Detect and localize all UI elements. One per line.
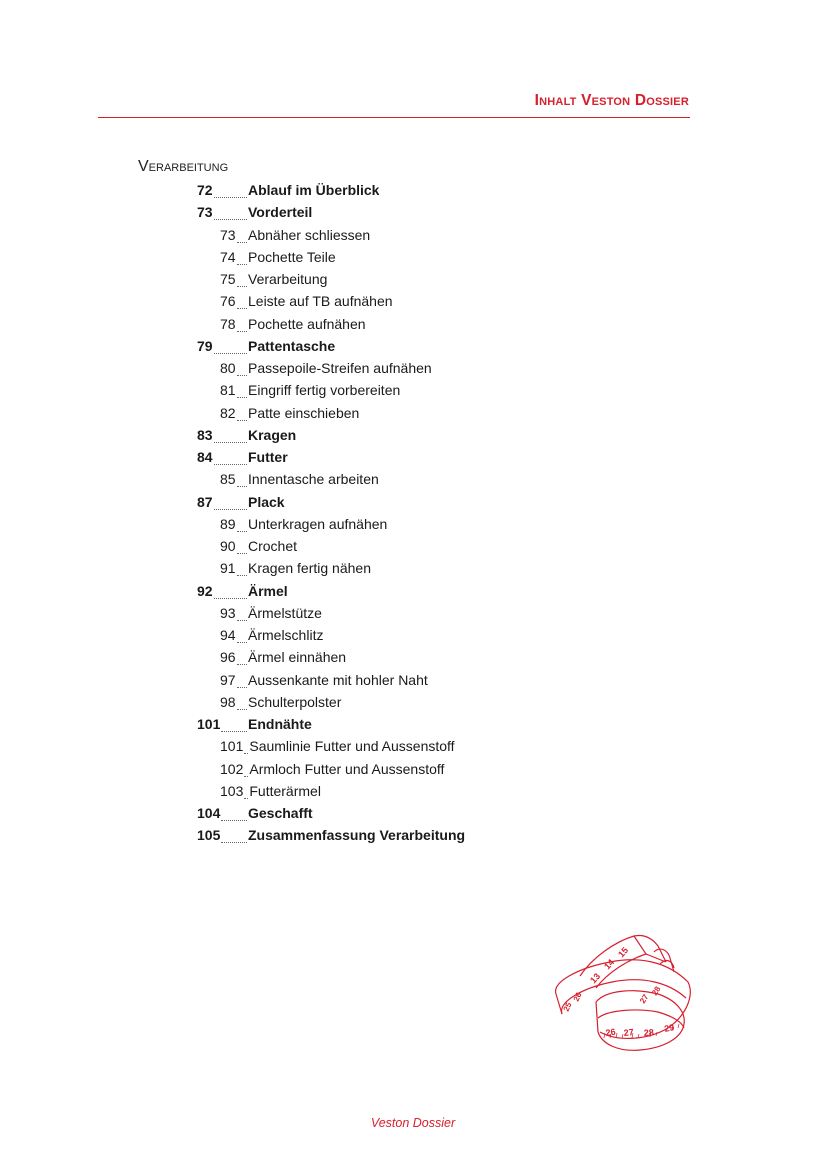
toc-entry-label: Pochette Teile — [248, 248, 336, 265]
toc-leader-dots — [221, 731, 247, 732]
toc-leader-dots — [237, 575, 247, 576]
tape-number: 13 — [588, 971, 603, 986]
toc-page-number: 73 — [197, 204, 213, 221]
tape-number: 15 — [616, 945, 631, 960]
toc-page-number: 80 — [220, 360, 236, 376]
toc-subentry — [220, 314, 366, 334]
toc-page-number: 102 — [220, 760, 244, 777]
toc-leader-dots — [214, 219, 247, 220]
toc-page-number: 105 — [197, 827, 221, 844]
toc-leader-dots — [214, 442, 247, 443]
toc-leader-dots — [237, 375, 247, 376]
toc-leader-dots — [237, 486, 247, 487]
toc-chapter-entry — [197, 492, 285, 512]
toc-leader-dots — [237, 620, 247, 621]
toc-subentry — [220, 269, 327, 289]
measuring-tape-icon — [548, 932, 693, 1054]
toc-leader-dots — [237, 642, 247, 643]
toc-page-number: 104 — [197, 805, 221, 821]
toc-leader-dots — [237, 709, 247, 710]
toc-chapter-entry — [197, 581, 288, 601]
toc-subentry — [220, 514, 387, 534]
toc-page-number: 92 — [197, 582, 213, 599]
toc-page-number: 101 — [220, 738, 244, 755]
toc-page-number: 79 — [197, 337, 213, 354]
toc-subentry — [220, 403, 359, 423]
toc-entry-label: Leiste auf TB aufnähen — [248, 293, 393, 310]
toc-page-number: 93 — [220, 604, 236, 621]
toc-subentry — [220, 291, 393, 311]
toc-subentry — [220, 670, 428, 690]
toc-leader-dots — [214, 197, 247, 198]
toc-leader-dots — [237, 331, 247, 332]
toc-subentry — [220, 380, 400, 400]
toc-leader-dots — [237, 664, 247, 665]
toc-page-number: 85 — [220, 471, 236, 488]
toc-entry-label: Kragen — [248, 426, 297, 443]
toc-chapter-entry — [197, 714, 312, 734]
toc-entry-label: Passepoile-Streifen aufnähen — [248, 360, 432, 376]
toc-entry-label: Ärmel — [248, 582, 288, 599]
toc-leader-dots — [221, 820, 247, 821]
toc-page-number: 72 — [197, 182, 213, 198]
page-title: Inhalt Veston Dossier — [534, 92, 689, 109]
toc-entry-label: Verarbeitung — [248, 271, 328, 287]
toc-page-number: 81 — [220, 382, 236, 399]
toc-page-number: 74 — [220, 248, 236, 265]
toc-leader-dots — [237, 687, 247, 688]
toc-leader-dots — [237, 553, 247, 554]
toc-page-number: 103 — [220, 782, 244, 799]
toc-entry-label: Endnähte — [248, 716, 312, 732]
toc-leader-dots — [237, 531, 247, 532]
toc-subentry — [220, 625, 323, 645]
tape-number: 28 — [643, 1027, 655, 1038]
toc-entry-label: Futterärmel — [249, 782, 321, 799]
toc-chapter-entry — [197, 202, 312, 222]
page-footer: Veston Dossier — [370, 1116, 456, 1130]
toc-leader-dots — [244, 753, 248, 754]
toc-page-number: 78 — [220, 315, 236, 332]
toc-page-number: 73 — [220, 226, 236, 243]
toc-page-number: 89 — [220, 515, 236, 532]
toc-subentry — [220, 247, 336, 267]
toc-entry-label: Ärmel einnähen — [248, 649, 347, 666]
toc-entry-label: Vorderteil — [248, 204, 313, 221]
toc-leader-dots — [244, 798, 248, 799]
toc-leader-dots — [237, 286, 247, 287]
toc-entry-label: Eingriff fertig vorbereiten — [248, 382, 401, 399]
toc-leader-dots — [237, 397, 247, 398]
toc-entry-label: Zusammenfassung Verarbeitung — [248, 827, 466, 844]
toc-entry-label: Unterkragen aufnähen — [248, 515, 388, 532]
toc-subentry — [220, 647, 346, 667]
toc-entry-label: Armloch Futter und Aussenstoff — [249, 760, 445, 777]
toc-page-number: 83 — [197, 426, 213, 443]
toc-page-number: 94 — [220, 627, 236, 643]
toc-page-number: 82 — [220, 404, 236, 421]
toc-entry-label: Ärmelschlitz — [248, 627, 324, 643]
toc-entry-label: Plack — [248, 493, 285, 510]
toc-page-number: 98 — [220, 693, 236, 710]
toc-entry-label: Innentasche arbeiten — [248, 471, 379, 488]
toc-page-number: 91 — [220, 560, 236, 577]
toc-page-number: 84 — [197, 449, 213, 465]
section-heading: Verarbeitung — [138, 158, 229, 175]
toc-leader-dots — [237, 242, 247, 243]
title-divider — [98, 117, 690, 118]
toc-entry-label: Kragen fertig nähen — [248, 560, 371, 577]
toc-entry-label: Crochet — [248, 538, 298, 554]
toc-chapter-entry — [197, 180, 379, 200]
toc-chapter-entry — [197, 825, 465, 845]
toc-chapter-entry — [197, 447, 288, 467]
toc-entry-label: Ablauf im Überblick — [248, 182, 380, 198]
toc-entry-label: Schulterpolster — [248, 693, 342, 710]
toc-subentry — [220, 736, 455, 756]
toc-page-number: 96 — [220, 649, 236, 666]
tape-number: 29 — [663, 1022, 676, 1034]
toc-subentry — [220, 603, 322, 623]
toc-entry-label: Pochette aufnähen — [248, 315, 366, 332]
toc-leader-dots — [214, 464, 247, 465]
toc-leader-dots — [221, 842, 247, 843]
toc-leader-dots — [214, 598, 247, 599]
toc-page-number: 75 — [220, 271, 236, 287]
toc-subentry — [220, 558, 371, 578]
toc-subentry — [220, 536, 297, 556]
tape-number: 27 — [623, 1026, 635, 1038]
toc-entry-label: Patte einschieben — [248, 404, 360, 421]
toc-entry-label: Pattentasche — [248, 337, 336, 354]
toc-leader-dots — [237, 308, 247, 309]
toc-subentry — [220, 781, 321, 801]
toc-chapter-entry — [197, 336, 335, 356]
toc-page-number: 87 — [197, 493, 213, 510]
tape-number: 26 — [604, 1026, 617, 1038]
tape-number: 26 — [571, 990, 584, 1003]
toc-leader-dots — [237, 420, 247, 421]
toc-entry-label: Aussenkante mit hohler Naht — [248, 671, 428, 688]
tape-number: 28 — [650, 984, 663, 998]
toc-subentry — [220, 759, 444, 779]
toc-leader-dots — [237, 264, 247, 265]
toc-chapter-entry — [197, 803, 313, 823]
toc-entry-label: Saumlinie Futter und Aussenstoff — [249, 738, 455, 755]
toc-page-number: 101 — [197, 716, 221, 732]
toc-page-number: 97 — [220, 671, 236, 688]
toc-leader-dots — [214, 353, 247, 354]
toc-subentry — [220, 358, 432, 378]
toc-entry-label: Geschafft — [248, 805, 313, 821]
toc-entry-label: Abnäher schliessen — [248, 226, 371, 243]
toc-subentry — [220, 225, 370, 245]
tape-number: 27 — [638, 992, 651, 1006]
toc-chapter-entry — [197, 425, 296, 445]
tape-number: 25 — [561, 1000, 574, 1013]
toc-leader-dots — [244, 776, 248, 777]
toc-subentry — [220, 692, 341, 712]
toc-page-number: 76 — [220, 293, 236, 310]
toc-page-number: 90 — [220, 538, 236, 554]
tape-number: 14 — [602, 957, 617, 972]
toc-entry-label: Ärmelstütze — [248, 604, 322, 621]
toc-entry-label: Futter — [248, 449, 288, 465]
toc-leader-dots — [214, 509, 247, 510]
toc-subentry — [220, 469, 379, 489]
